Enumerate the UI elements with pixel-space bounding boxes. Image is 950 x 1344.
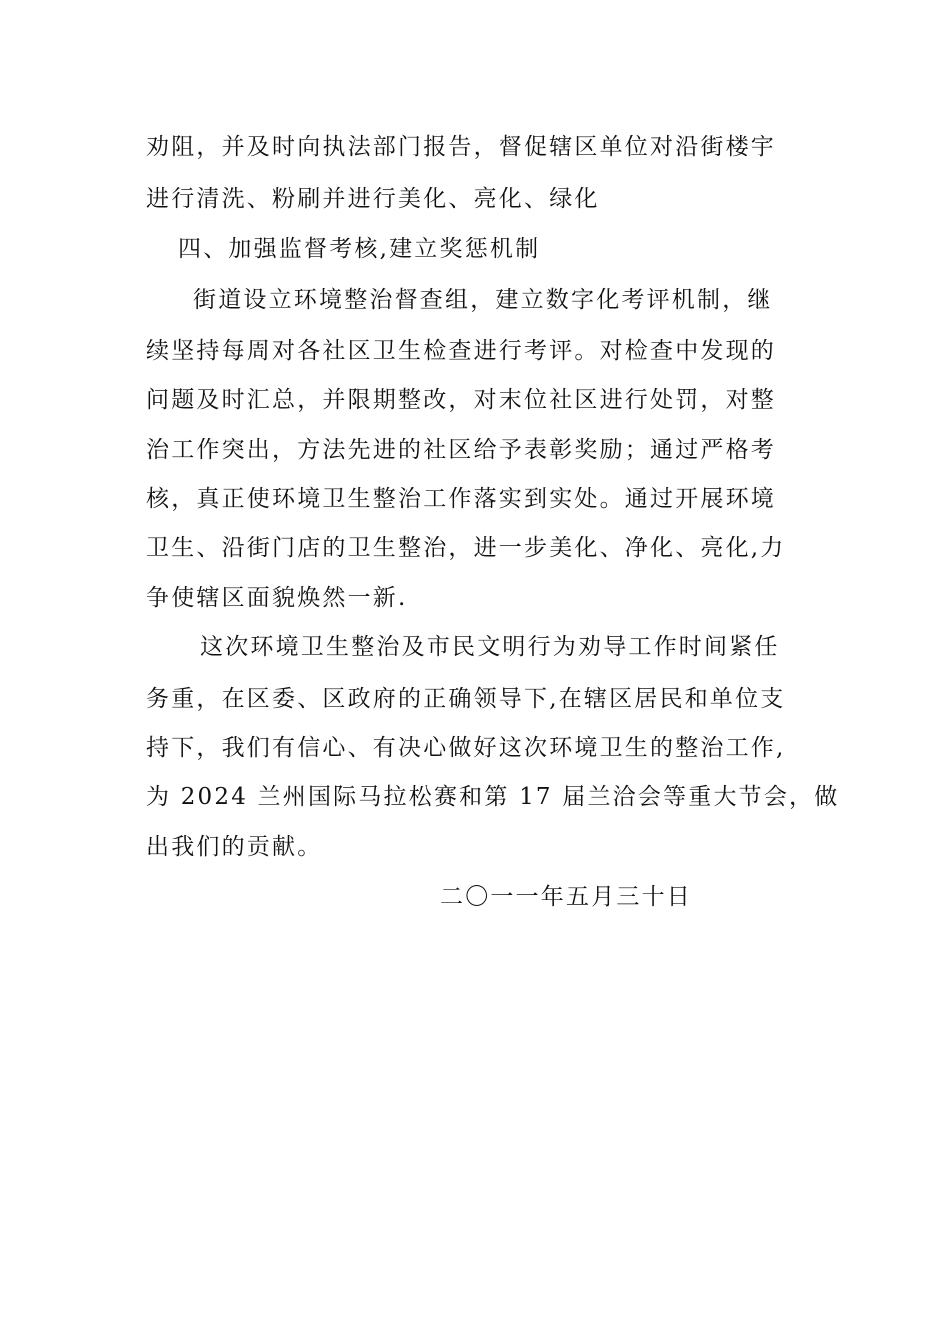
paragraph-line: 卫生、沿街门店的卫生整治，进一步美化、净化、亮化,力: [146, 535, 786, 561]
paragraph-line: 这次环境卫生整治及市民文明行为劝导工作时间紧任: [200, 634, 780, 660]
paragraph-line: 出我们的贡献。: [146, 834, 323, 860]
paragraph-line: 持下，我们有信心、有决心做好这次环境卫生的整治工作,: [146, 735, 786, 761]
paragraph-line: 街道设立环境整治督查组，建立数字化考评机制，继: [193, 287, 773, 313]
paragraph-line: 核，真正使环境卫生整治工作落实到实处。通过开展环境: [146, 486, 776, 512]
paragraph-line: 劝阻，并及时向执法部门报告，督促辖区单位对沿街楼宇: [146, 134, 776, 160]
paragraph-line: 进行清洗、粉刷并进行美化、亮化、绿化: [146, 186, 600, 212]
paragraph-line: 续坚持每周对各社区卫生检查进行考评。对检查中发现的: [146, 338, 776, 364]
paragraph-line: 争使辖区面貌焕然一新.: [146, 585, 408, 611]
section-heading: 四、加强监督考核,建立奖惩机制: [178, 236, 541, 262]
paragraph-line: 为 2024 兰州国际马拉松赛和第 17 届兰洽会等重大节会，做: [146, 784, 840, 810]
document-date: 二〇一一年五月三十日: [440, 884, 692, 910]
paragraph-line: 问题及时汇总，并限期整改，对末位社区进行处罚，对整: [146, 387, 776, 413]
paragraph-line: 务重，在区委、区政府的正确领导下,在辖区居民和单位支: [146, 686, 786, 712]
paragraph-line: 治工作突出，方法先进的社区给予表彰奖励；通过严格考: [146, 437, 776, 463]
